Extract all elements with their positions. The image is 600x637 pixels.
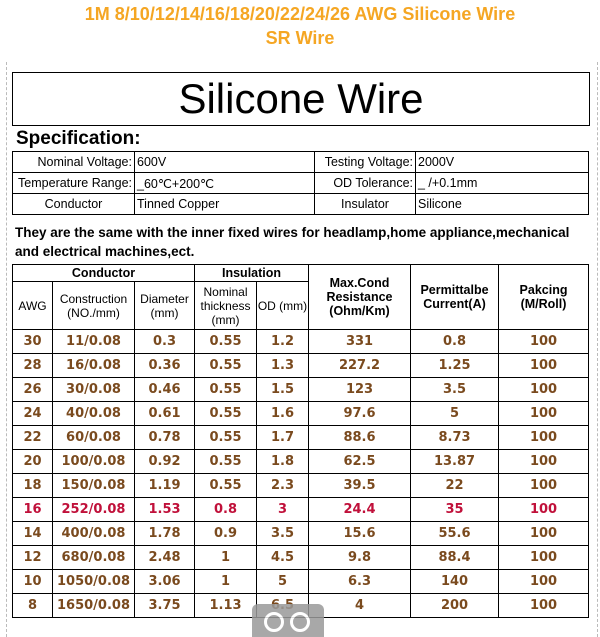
construction-cell: 100/0.08 — [53, 450, 135, 474]
thickness-cell: 0.55 — [195, 330, 257, 354]
product-title: Silicone Wire — [12, 72, 590, 126]
construction-cell: 11/0.08 — [53, 330, 135, 354]
diameter-cell: 0.78 — [135, 426, 195, 450]
current-cell: 13.87 — [411, 450, 499, 474]
watermark-ring-icon — [264, 612, 284, 632]
od-cell: 1.8 — [257, 450, 309, 474]
current-cell: 8.73 — [411, 426, 499, 450]
awg-cell: 10 — [13, 570, 53, 594]
resistance-cell: 331 — [309, 330, 411, 354]
awg-cell: 14 — [13, 522, 53, 546]
construction-cell: 30/0.08 — [53, 378, 135, 402]
specification-heading: Specification: — [16, 128, 141, 149]
spec-row — [13, 173, 589, 194]
packing-cell: 100 — [499, 594, 589, 618]
spec-value: Silicone — [416, 194, 589, 215]
current-cell: 3.5 — [411, 378, 499, 402]
conductor-header: Conductor — [13, 265, 195, 282]
packing-cell: 100 — [499, 546, 589, 570]
packing-cell: 100 — [499, 450, 589, 474]
packing-cell: 100 — [499, 378, 589, 402]
header-line-1: 1M 8/10/12/14/16/18/20/22/24/26 AWG Silicone Wire — [84, 4, 516, 24]
diameter-cell: 0.61 — [135, 402, 195, 426]
wire-spec-table — [12, 264, 589, 618]
packing-cell: 100 — [499, 474, 589, 498]
current-cell: 200 — [411, 594, 499, 618]
thickness-cell: 1 — [195, 570, 257, 594]
packing-header: Pakcing (M/Roll) — [499, 265, 589, 330]
current-cell: 0.8 — [411, 330, 499, 354]
table-row — [13, 450, 589, 474]
construction-header: Construction (NO./mm) — [53, 282, 135, 330]
od-cell: 1.7 — [257, 426, 309, 450]
awg-cell: 20 — [13, 450, 53, 474]
od-cell: 1.6 — [257, 402, 309, 426]
current-cell: 5 — [411, 402, 499, 426]
thickness-cell: 0.55 — [195, 450, 257, 474]
packing-cell: 100 — [499, 354, 589, 378]
diameter-cell: 1.53 — [135, 498, 195, 522]
spec-label: Nominal Voltage: — [13, 152, 135, 173]
thickness-cell: 0.55 — [195, 426, 257, 450]
od-cell: 1.5 — [257, 378, 309, 402]
thickness-cell: 1.13 — [195, 594, 257, 618]
table-row — [13, 354, 589, 378]
od-cell: 2.3 — [257, 474, 309, 498]
resistance-header: Max.Cond Resistance (Ohm/Km) — [309, 265, 411, 330]
resistance-cell: 97.6 — [309, 402, 411, 426]
table-row — [13, 378, 589, 402]
spec-value: 2000V — [416, 152, 589, 173]
diameter-cell: 0.36 — [135, 354, 195, 378]
awg-cell: 26 — [13, 378, 53, 402]
spec-label: Insulator — [315, 194, 416, 215]
awg-cell: 12 — [13, 546, 53, 570]
current-cell: 1.25 — [411, 354, 499, 378]
construction-cell: 252/0.08 — [53, 498, 135, 522]
construction-cell: 1650/0.08 — [53, 594, 135, 618]
resistance-cell: 88.6 — [309, 426, 411, 450]
diameter-cell: 3.75 — [135, 594, 195, 618]
table-group-header-row — [13, 265, 589, 282]
diameter-header: Diameter (mm) — [135, 282, 195, 330]
thickness-cell: 0.55 — [195, 474, 257, 498]
od-cell: 1.3 — [257, 354, 309, 378]
awg-cell: 30 — [13, 330, 53, 354]
diameter-cell: 2.48 — [135, 546, 195, 570]
packing-cell: 100 — [499, 330, 589, 354]
od-cell: 4.5 — [257, 546, 309, 570]
spec-label: Temperature Range: — [13, 173, 135, 194]
construction-cell: 1050/0.08 — [53, 570, 135, 594]
spec-value: 600V — [135, 152, 315, 173]
resistance-cell: 123 — [309, 378, 411, 402]
resistance-cell: 24.4 — [309, 498, 411, 522]
current-cell: 140 — [411, 570, 499, 594]
table-row — [13, 330, 589, 354]
diameter-cell: 3.06 — [135, 570, 195, 594]
table-row — [13, 474, 589, 498]
insulation-header: Insulation — [195, 265, 309, 282]
diameter-cell: 1.19 — [135, 474, 195, 498]
resistance-cell: 4 — [309, 594, 411, 618]
spec-label: OD Tolerance: — [315, 173, 416, 194]
diameter-cell: 0.46 — [135, 378, 195, 402]
diameter-cell: 0.3 — [135, 330, 195, 354]
table-row — [13, 426, 589, 450]
thickness-cell: 0.9 — [195, 522, 257, 546]
awg-cell: 8 — [13, 594, 53, 618]
packing-cell: 100 — [499, 498, 589, 522]
awg-header: AWG — [13, 282, 53, 330]
header-line-2: SR Wire — [265, 28, 335, 48]
table-row — [13, 402, 589, 426]
od-cell: 1.2 — [257, 330, 309, 354]
nominal-thickness-header: Nominal thickness (mm) — [195, 282, 257, 330]
thickness-cell: 0.55 — [195, 354, 257, 378]
thickness-cell: 1 — [195, 546, 257, 570]
table-row — [13, 570, 589, 594]
current-cell: 22 — [411, 474, 499, 498]
watermark-ring-icon — [290, 612, 310, 632]
watermark — [252, 604, 324, 637]
diameter-cell: 1.78 — [135, 522, 195, 546]
spec-value: _60℃+200℃ — [135, 173, 315, 194]
spec-value: _ /+0.1mm — [416, 173, 589, 194]
construction-cell: 16/0.08 — [53, 354, 135, 378]
od-cell: 3 — [257, 498, 309, 522]
spec-value: Tinned Copper — [135, 194, 315, 215]
spec-label: Testing Voltage: — [315, 152, 416, 173]
resistance-cell: 62.5 — [309, 450, 411, 474]
table-row — [13, 522, 589, 546]
construction-cell: 40/0.08 — [53, 402, 135, 426]
construction-cell: 60/0.08 — [53, 426, 135, 450]
specification-table — [12, 151, 589, 215]
awg-cell: 28 — [13, 354, 53, 378]
spec-row — [13, 152, 589, 173]
current-header: Permittalbe Current(A) — [411, 265, 499, 330]
packing-cell: 100 — [499, 402, 589, 426]
resistance-cell: 9.8 — [309, 546, 411, 570]
construction-cell: 150/0.08 — [53, 474, 135, 498]
resistance-cell: 227.2 — [309, 354, 411, 378]
current-cell: 88.4 — [411, 546, 499, 570]
awg-cell: 24 — [13, 402, 53, 426]
thickness-cell: 0.55 — [195, 378, 257, 402]
construction-cell: 680/0.08 — [53, 546, 135, 570]
usage-note: They are the same with the inner fixed wires for headlamp,home appliance,mechanical and electrical machines,ect. — [15, 225, 570, 259]
table-row — [13, 498, 589, 522]
current-cell: 35 — [411, 498, 499, 522]
page-header — [0, 2, 600, 50]
awg-cell: 16 — [13, 498, 53, 522]
resistance-cell: 39.5 — [309, 474, 411, 498]
od-cell: 3.5 — [257, 522, 309, 546]
thickness-cell: 0.8 — [195, 498, 257, 522]
packing-cell: 100 — [499, 570, 589, 594]
table-row — [13, 546, 589, 570]
resistance-cell: 15.6 — [309, 522, 411, 546]
packing-cell: 100 — [499, 426, 589, 450]
diameter-cell: 0.92 — [135, 450, 195, 474]
awg-cell: 18 — [13, 474, 53, 498]
spec-label: Conductor — [13, 194, 135, 215]
packing-cell: 100 — [499, 522, 589, 546]
thickness-cell: 0.55 — [195, 402, 257, 426]
spec-row — [13, 194, 589, 215]
construction-cell: 400/0.08 — [53, 522, 135, 546]
od-header: OD (mm) — [257, 282, 309, 330]
resistance-cell: 6.3 — [309, 570, 411, 594]
awg-cell: 22 — [13, 426, 53, 450]
current-cell: 55.6 — [411, 522, 499, 546]
od-cell: 5 — [257, 570, 309, 594]
